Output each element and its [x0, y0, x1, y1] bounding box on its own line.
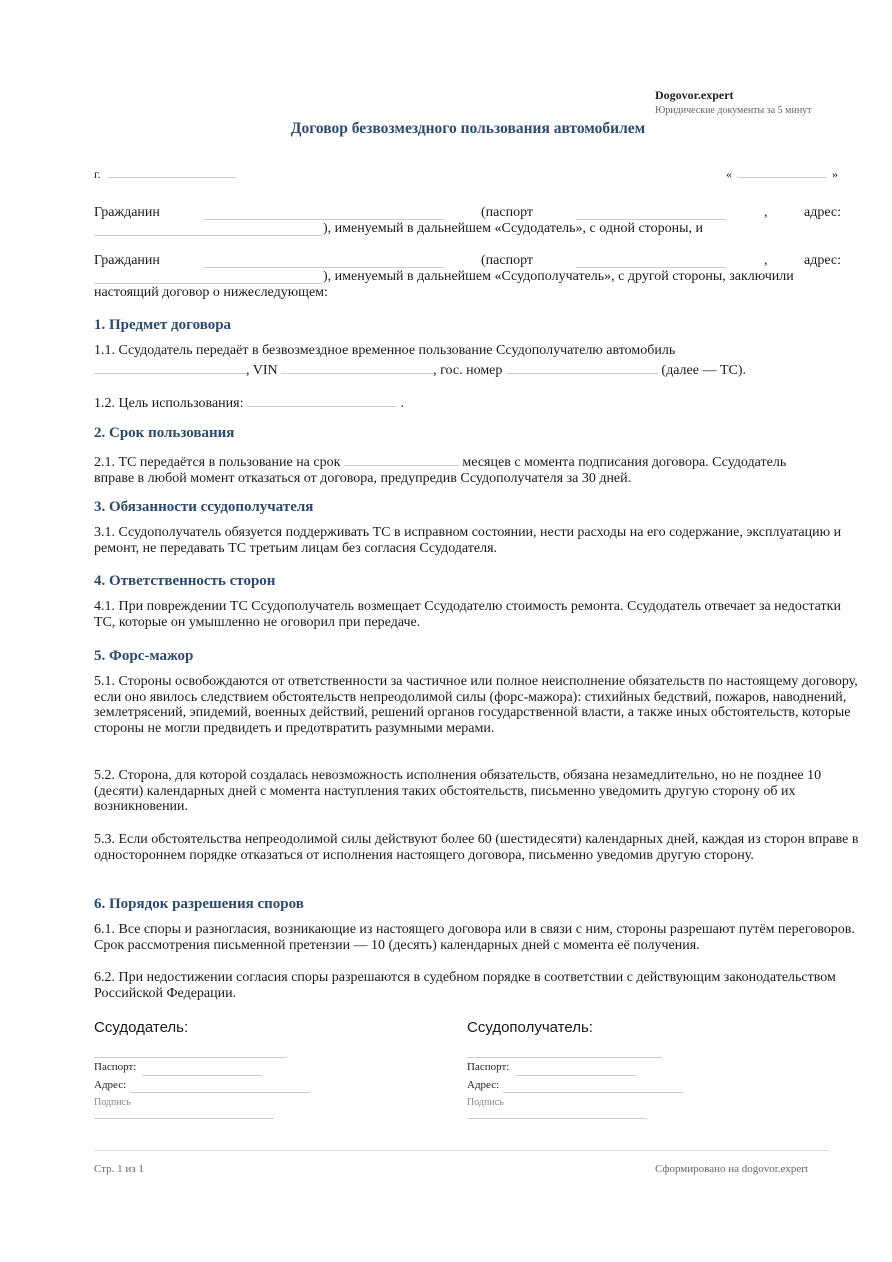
lender-address-line[interactable] — [130, 1092, 310, 1093]
vin-label: , VIN — [246, 362, 278, 378]
party-1-name-field[interactable] — [204, 205, 444, 220]
party-1 — [94, 205, 862, 237]
lender-passport-label: Паспорт: — [94, 1061, 137, 1073]
clause-2-1-line1 — [94, 451, 862, 471]
party-2-name-field[interactable] — [204, 253, 444, 268]
footer-divider — [94, 1150, 829, 1151]
date-row — [726, 163, 838, 182]
clause-4-1: 4.1. При повреждении ТС Ссудополучатель возмещает Ссудодателю стоимость ремонта. Ссудодатель отвечает за недостатки ТС, которые он умышленно не оговорил при передаче. — [94, 599, 841, 630]
section-2-heading: 2. Срок пользования — [94, 425, 235, 441]
party-1-comma: , — [764, 205, 768, 220]
date-open-quote: « — [726, 167, 732, 181]
borrower-address-label: Адрес: — [467, 1079, 500, 1091]
lender-signature-title: Ссудодатель: — [94, 1019, 189, 1036]
page-counter: Стр. 1 из 1 — [94, 1163, 144, 1175]
party-2-tail: ), именуемый в дальнейшем «Ссудополучатель», с другой стороны, заключили — [323, 269, 794, 284]
party-2-passport-label: (паспорт — [481, 253, 534, 268]
borrower-name-line[interactable] — [467, 1057, 662, 1058]
party-2-comma: , — [764, 253, 768, 268]
lender-address-label: Адрес: — [94, 1079, 127, 1091]
clause-2-1-line2: вправе в любой момент отказаться от договора, предупредив Ссудополучателя за 30 дней. — [94, 470, 632, 486]
term-months-field[interactable] — [344, 451, 459, 466]
brand-block — [655, 88, 812, 118]
party-1-passport-label: (паспорт — [481, 205, 534, 220]
clause-3-1: 3.1. Ссудополучатель обязуется поддерживать ТС в исправном состоянии, нести расходы на его содержание, эксплуатацию и ремонт, не передавать ТС третьим лицам без согласия Ссудодателя. — [94, 525, 842, 556]
document-title: Договор безвозмездного пользования автомобилем — [290, 120, 646, 137]
car-model-field[interactable] — [94, 359, 246, 374]
clause-2-1-rest: месяцев с момента подписания договора. Ссудодатель — [462, 455, 787, 470]
clause-1-2-end: . — [400, 396, 404, 411]
lender-signature-line[interactable] — [94, 1118, 274, 1119]
clause-6-2: 6.2. При недостижении согласия споры разрешаются в судебном порядке в соответствии с действующим законодательством Российской Федерации. — [94, 970, 836, 1001]
party-2-passport-field[interactable] — [576, 253, 726, 268]
section-3-heading: 3. Обязанности ссудополучателя — [94, 499, 314, 515]
party-2-tail-line2: настоящий договор о нижеследующем: — [94, 285, 328, 300]
city-field[interactable] — [108, 163, 236, 178]
party-1-citizen-label: Гражданин — [94, 205, 160, 220]
generated-by: Сформировано на dogovor.expert — [655, 1163, 809, 1175]
clause-1-2-label: 1.2. Цель использования: — [94, 396, 244, 411]
lender-signature-hint: Подпись — [94, 1097, 131, 1108]
borrower-signature-line[interactable] — [467, 1118, 647, 1119]
section-1-heading: 1. Предмет договора — [94, 317, 232, 333]
party-1-passport-field[interactable] — [576, 205, 726, 220]
city-row — [94, 163, 236, 182]
section-1-paragraph-2 — [94, 392, 862, 412]
party-2-address-label: адрес: — [804, 253, 842, 268]
party-2-address-field[interactable] — [94, 269, 322, 284]
purpose-field[interactable] — [247, 392, 397, 407]
vin-field[interactable] — [281, 359, 433, 374]
clause-1-1-end: (далее — ТС). — [661, 362, 746, 378]
section-6-heading: 6. Порядок разрешения споров — [94, 896, 304, 912]
clause-5-1: 5.1. Стороны освобождаются от ответственности за частичное или полное неисполнение обязательств по настоящему договору, если оно явилось следствием обстоятельств непреодолимой силы (форс-мажора): стихийных бедствий, пожаров, наводнений, землетрясений, эпидемий, военных действий, решений органов государственной власти, а также иных обстоятельств, которые стороны не могли предвидеть и предотвратить разумными мерами. — [94, 674, 858, 736]
date-close-quote: » — [832, 167, 838, 181]
party-2-citizen-label: Гражданин — [94, 253, 160, 268]
lender-passport-line[interactable] — [142, 1075, 262, 1076]
borrower-passport-label: Паспорт: — [467, 1061, 510, 1073]
party-1-tail: ), именуемый в дальнейшем «Ссудодатель», с одной стороны, и — [323, 221, 704, 236]
section-1-paragraph-1 — [94, 343, 862, 378]
clause-1-1-line2 — [94, 359, 862, 379]
borrower-address-line[interactable] — [503, 1092, 683, 1093]
brand-name: Dogovor.expert — [655, 88, 734, 102]
clause-6-1: 6.1. Все споры и разногласия, возникающие из настоящего договора или в связи с ним, стороны разрешают путём переговоров. Срок рассмотрения письменной претензии — 10 (десять) календарных дней с момента её получения. — [94, 922, 855, 953]
section-2-paragraph-1 — [94, 451, 862, 486]
plate-label: , гос. номер — [433, 362, 503, 378]
borrower-signature-hint: Подпись — [467, 1097, 504, 1108]
party-1-address-label: адрес: — [804, 205, 842, 220]
clause-5-2: 5.2. Сторона, для которой создалась невозможность исполнения обязательств, обязана незамедлительно, но не позднее 10 (десяти) календарных дней с момента наступления таких обстоятельств, письменно уведомить другую сторону об их возникновении. — [94, 768, 822, 814]
clause-5-3: 5.3. Если обстоятельства непреодолимой силы действуют более 60 (шестидесяти) календарных дней, каждая из сторон вправе в одностороннем порядке отказаться от исполнения настоящего договора, письменно уведомив другую сторону. — [94, 832, 859, 863]
section-4-heading: 4. Ответственность сторон — [94, 573, 276, 589]
date-field[interactable] — [737, 163, 827, 178]
party-1-address-field[interactable] — [94, 221, 322, 236]
borrower-signature-title: Ссудополучатель: — [467, 1019, 593, 1036]
clause-1-1-line1: 1.1. Ссудодатель передаёт в безвозмездное временное пользование Ссудополучателю автомобиль — [94, 343, 676, 358]
brand-tagline: Юридические документы за 5 минут — [655, 105, 812, 116]
section-5-heading: 5. Форс-мажор — [94, 648, 194, 664]
lender-name-line[interactable] — [94, 1057, 287, 1058]
city-prefix: г. — [94, 167, 101, 181]
borrower-passport-line[interactable] — [516, 1075, 636, 1076]
party-2 — [94, 253, 862, 301]
clause-2-1-start: 2.1. ТС передаётся в пользование на срок — [94, 455, 341, 470]
plate-field[interactable] — [506, 359, 658, 374]
